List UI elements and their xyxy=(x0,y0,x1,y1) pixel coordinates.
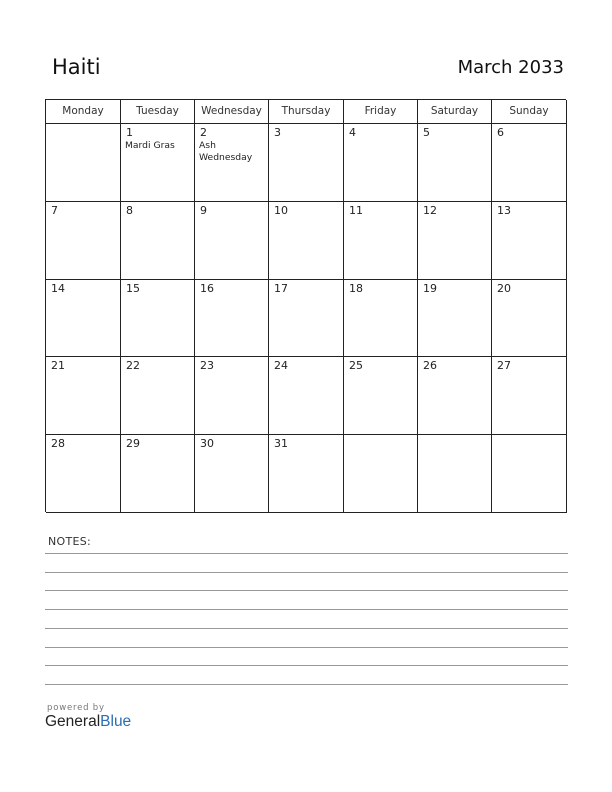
day-number: 14 xyxy=(51,281,65,295)
day-cell xyxy=(418,280,492,358)
day-cell xyxy=(46,202,121,280)
weekday-header-monday: Monday xyxy=(46,100,121,124)
notes-line xyxy=(45,684,568,685)
notes-line xyxy=(45,628,568,629)
calendar-grid xyxy=(45,99,566,512)
day-cell xyxy=(121,124,195,202)
day-number: 26 xyxy=(423,359,437,373)
day-cell xyxy=(418,124,492,202)
brand-name xyxy=(45,713,131,731)
day-number: 27 xyxy=(497,359,511,373)
day-number: 9 xyxy=(200,203,207,217)
day-number: 7 xyxy=(51,203,58,217)
day-number: 12 xyxy=(423,203,437,217)
day-number: 24 xyxy=(274,359,288,373)
day-cell xyxy=(418,357,492,435)
day-number: 6 xyxy=(497,126,504,139)
day-cell xyxy=(418,202,492,280)
day-cell xyxy=(195,435,269,513)
day-cell xyxy=(195,202,269,280)
day-number: 28 xyxy=(51,437,65,451)
notes-line xyxy=(45,553,568,554)
notes-line xyxy=(45,572,568,573)
day-cell xyxy=(46,357,121,435)
day-cell xyxy=(121,357,195,435)
weekday-header-wednesday: Wednesday xyxy=(195,100,269,124)
day-number: 18 xyxy=(349,281,363,295)
day-cell xyxy=(344,124,418,202)
day-cell xyxy=(344,202,418,280)
day-number: 8 xyxy=(126,203,133,217)
day-number: 4 xyxy=(349,126,356,139)
holiday-label: Mardi Gras xyxy=(125,140,175,151)
day-cell xyxy=(269,124,344,202)
day-cell xyxy=(492,124,567,202)
day-number: 13 xyxy=(497,203,511,217)
day-number: 31 xyxy=(274,437,288,451)
day-number: 21 xyxy=(51,359,65,373)
weekday-header-tuesday: Tuesday xyxy=(121,100,195,124)
notes-section xyxy=(45,535,568,548)
day-number: 16 xyxy=(200,281,214,295)
branding-logo xyxy=(45,703,131,731)
day-number: 3 xyxy=(274,126,281,139)
day-cell xyxy=(344,357,418,435)
day-number: 25 xyxy=(349,359,363,373)
day-cell xyxy=(492,435,567,513)
weekday-header-sunday: Sunday xyxy=(492,100,567,124)
notes-label: NOTES: xyxy=(48,535,92,548)
day-cell xyxy=(269,357,344,435)
day-cell xyxy=(195,280,269,358)
brand-name-general: General xyxy=(45,713,101,730)
day-number: 11 xyxy=(349,203,363,217)
day-cell xyxy=(121,202,195,280)
day-cell xyxy=(195,124,269,202)
day-number: 22 xyxy=(126,359,140,373)
day-cell xyxy=(46,435,121,513)
day-number: 19 xyxy=(423,281,437,295)
day-cell xyxy=(492,280,567,358)
day-cell xyxy=(121,280,195,358)
day-cell xyxy=(46,124,121,202)
country-title: Haiti xyxy=(52,55,101,79)
day-number: 1 xyxy=(126,126,133,139)
day-cell xyxy=(492,357,567,435)
day-number: 5 xyxy=(423,126,430,139)
day-cell xyxy=(195,357,269,435)
day-number: 2 xyxy=(200,126,207,139)
day-cell xyxy=(492,202,567,280)
day-cell xyxy=(344,280,418,358)
weekday-header-friday: Friday xyxy=(344,100,418,124)
day-cell xyxy=(46,280,121,358)
notes-line xyxy=(45,590,568,591)
day-number: 20 xyxy=(497,281,511,295)
day-number: 17 xyxy=(274,281,288,295)
month-year-title: March 2033 xyxy=(457,57,564,78)
day-cell xyxy=(344,435,418,513)
day-cell xyxy=(121,435,195,513)
weekday-header-saturday: Saturday xyxy=(418,100,492,124)
weekday-header-thursday: Thursday xyxy=(269,100,344,124)
day-number: 15 xyxy=(126,281,140,295)
day-cell xyxy=(418,435,492,513)
holiday-label: Ash Wednesday xyxy=(199,140,253,163)
day-number: 29 xyxy=(126,437,140,451)
day-number: 30 xyxy=(200,437,214,451)
day-number: 23 xyxy=(200,359,214,373)
powered-by-text: powered by xyxy=(47,703,105,713)
notes-line xyxy=(45,647,568,648)
day-number: 10 xyxy=(274,203,288,217)
day-cell xyxy=(269,435,344,513)
day-cell xyxy=(269,280,344,358)
notes-line xyxy=(45,665,568,666)
day-cell xyxy=(269,202,344,280)
notes-line xyxy=(45,609,568,610)
page-header xyxy=(44,55,564,85)
brand-name-blue: Blue xyxy=(100,713,132,730)
